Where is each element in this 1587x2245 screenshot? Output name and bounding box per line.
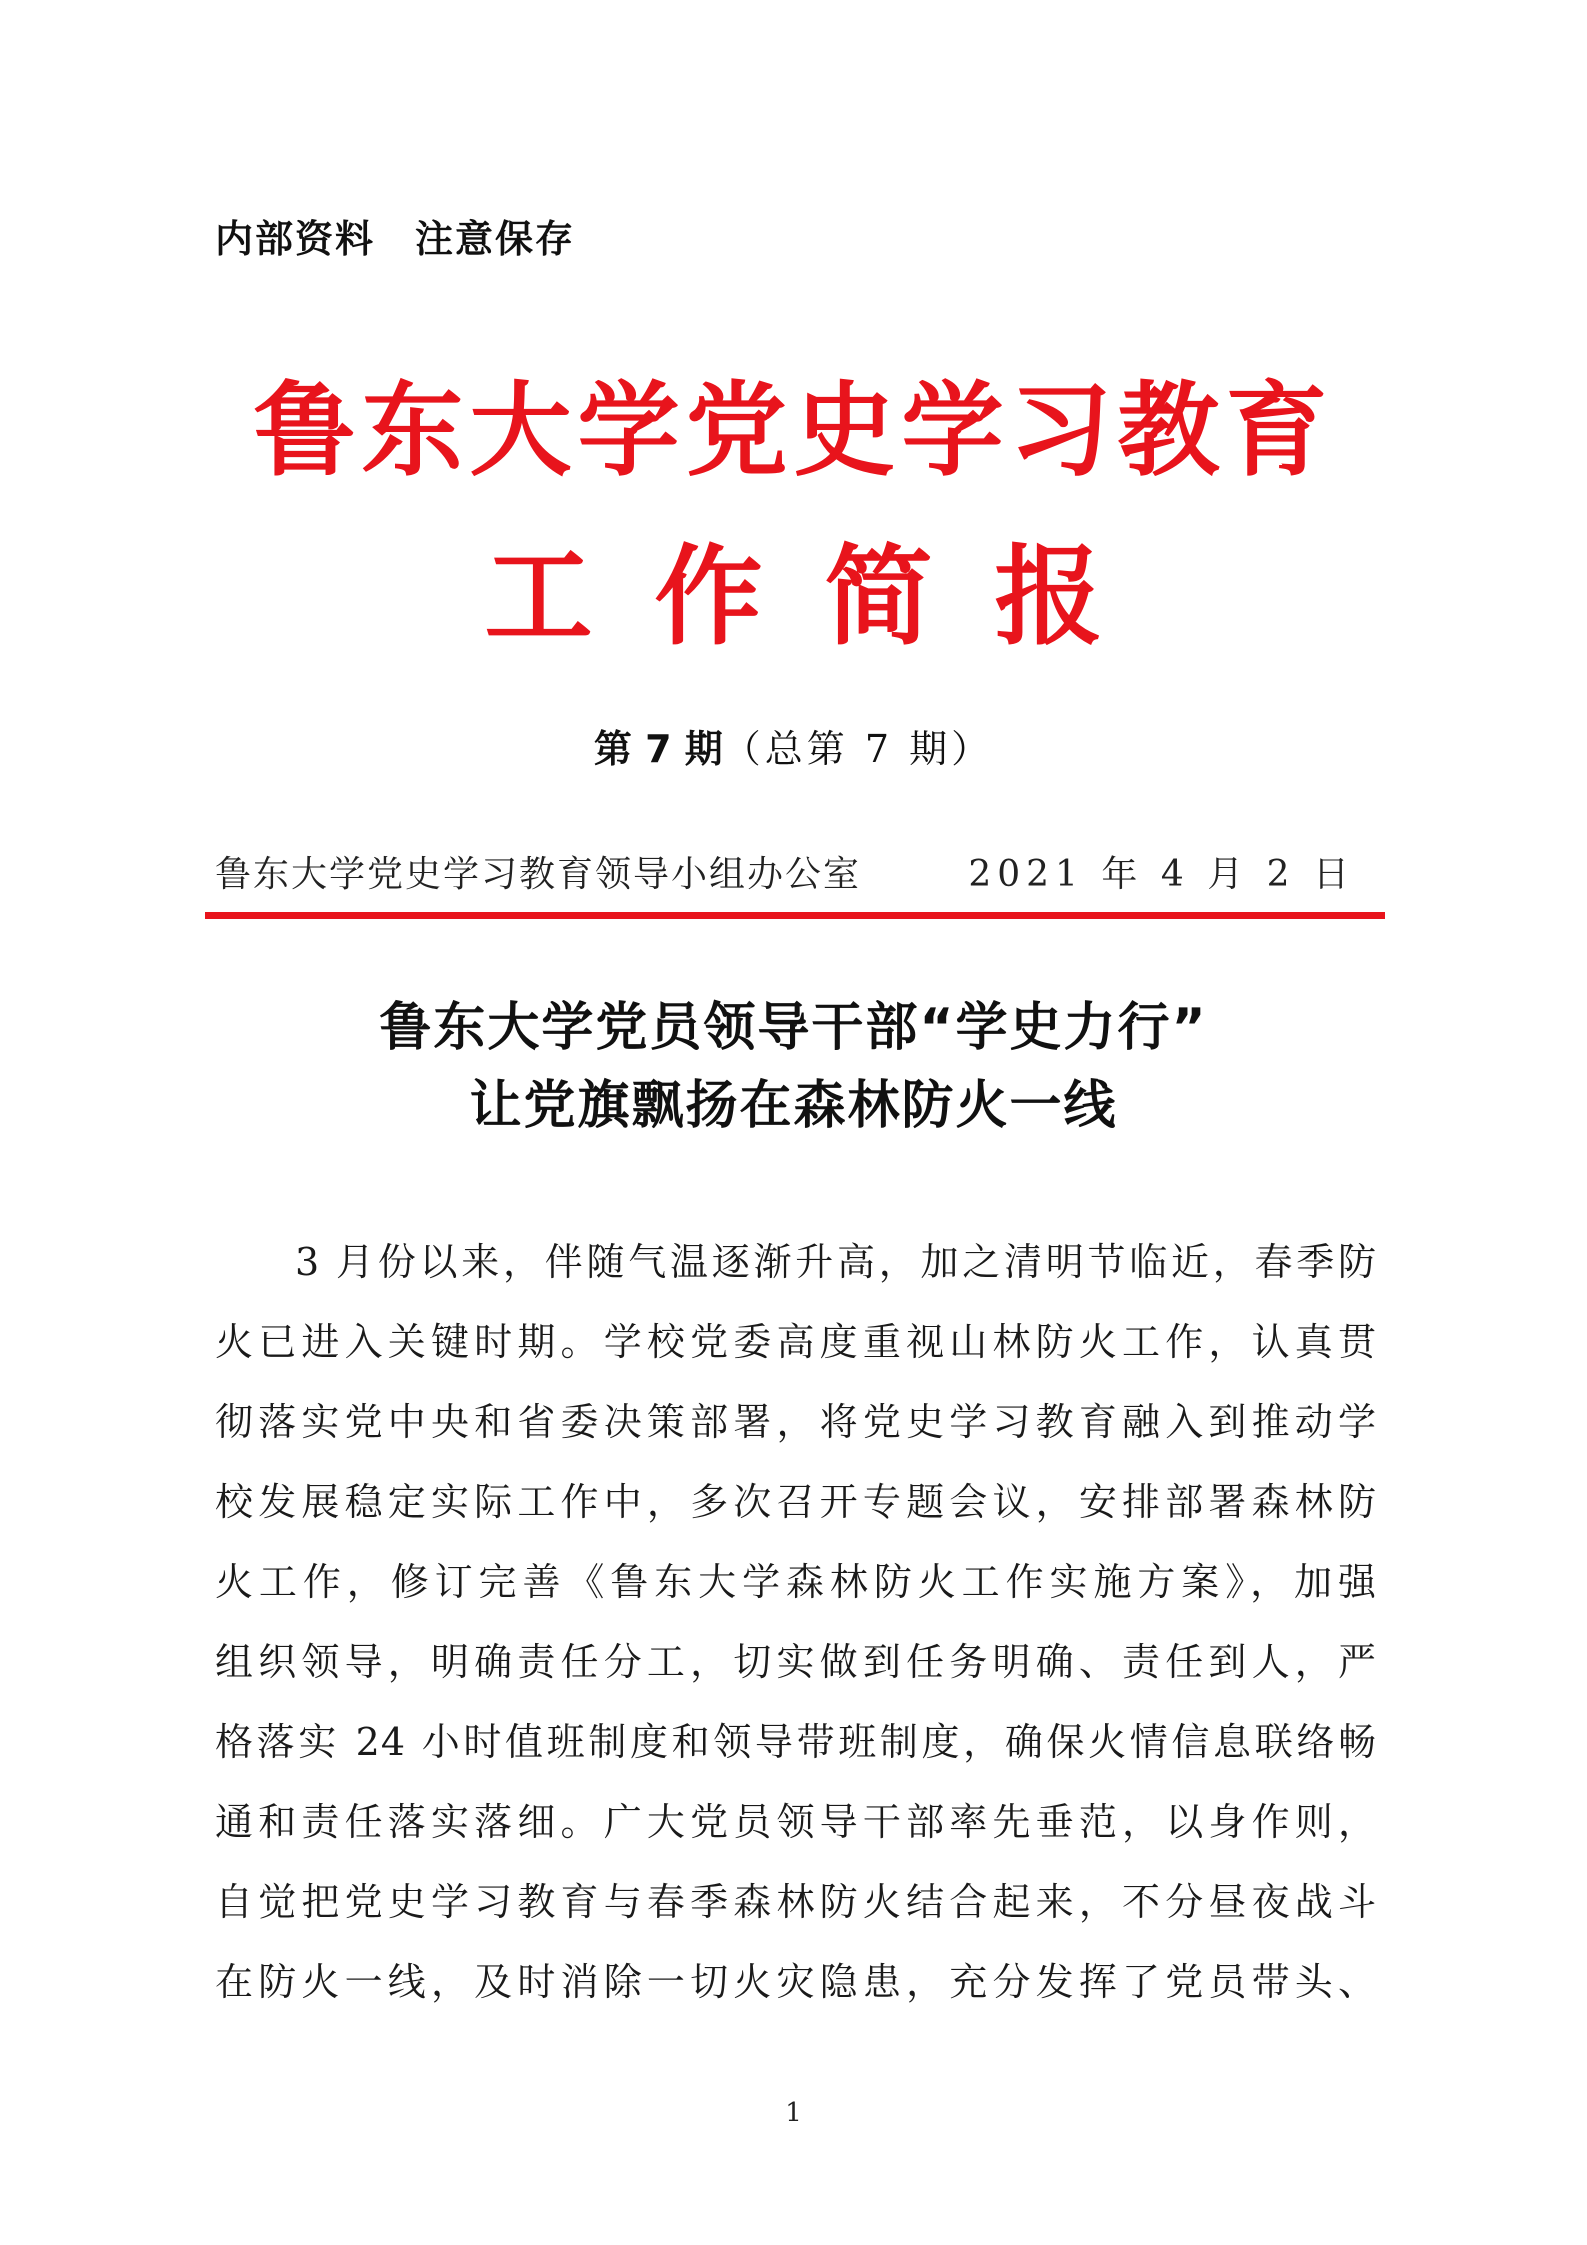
- body-line: 通和责任落实落细。广大党员领导干部率先垂范，以身作则，: [215, 1800, 1377, 1844]
- issue-main: 第 7 期: [593, 727, 723, 771]
- body-line: 火已进入关键时期。学校党委高度重视山林防火工作，认真贯: [215, 1320, 1377, 1364]
- red-divider-rule: [205, 912, 1385, 919]
- body-line: 自觉把党史学习教育与春季森林防火结合起来，不分昼夜战斗: [215, 1880, 1377, 1924]
- body-line: 火工作，修订完善《鲁东大学森林防火工作实施方案》，加强: [215, 1560, 1377, 1604]
- issuing-office: 鲁东大学党史学习教育领导小组办公室: [215, 854, 862, 895]
- masthead-title-line1: 鲁东大学党史学习教育: [253, 372, 1334, 491]
- issue-total: （总第 7 期）: [722, 727, 994, 771]
- body-line: 彻落实党中央和省委决策部署，将党史学习教育融入到推动学: [215, 1400, 1377, 1444]
- article-title-line2: 让党旗飘扬在森林防火一线: [469, 1076, 1118, 1136]
- article-title-line1: 鲁东大学党员领导干部“学史力行”: [379, 998, 1208, 1058]
- body-line: 3 月份以来，伴随气温逐渐升高，加之清明节临近，春季防: [295, 1240, 1377, 1284]
- page-number: 1: [785, 2098, 802, 2128]
- masthead-title-line2: 工作简报: [484, 535, 1165, 660]
- body-line: 组织领导，明确责任分工，切实做到任务明确、责任到人，严: [215, 1640, 1377, 1684]
- body-line: 校发展稳定实际工作中，多次召开专题会议，安排部署森林防: [215, 1480, 1377, 1524]
- issue-date: 2021 年 4 月 2 日: [968, 854, 1355, 895]
- body-line: 在防火一线，及时消除一切火灾隐患，充分发挥了党员带头、: [215, 1960, 1377, 2004]
- body-line: 格落实 24 小时值班制度和领导带班制度，确保火情信息联络畅: [215, 1720, 1377, 1764]
- issue-number: [0, 718, 1587, 773]
- classification-label: 内部资料 注意保存: [215, 217, 576, 261]
- article-body: [215, 1222, 1377, 2022]
